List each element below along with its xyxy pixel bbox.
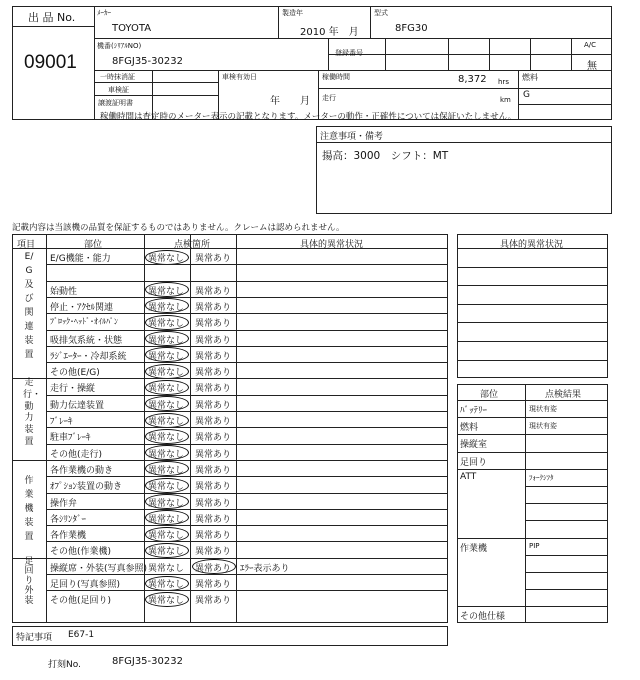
- selected-circle: [145, 364, 189, 379]
- group-label: 足回り外装: [24, 556, 34, 606]
- header-part: 部位: [84, 240, 103, 250]
- row-divider: [46, 411, 448, 412]
- row-divider: [46, 346, 448, 347]
- row-divider: [46, 476, 448, 477]
- group-divider: [12, 378, 448, 379]
- row-part-label: 操縦席・外装(写真参照): [50, 563, 148, 574]
- ac-value: 無: [587, 61, 597, 72]
- lot-number: 09001: [24, 52, 77, 73]
- row-divider: [46, 313, 448, 314]
- detail-row-line: [457, 267, 608, 268]
- normal-option[interactable]: 異常なし: [148, 596, 185, 607]
- results-part: その他仕様: [460, 612, 506, 623]
- selected-circle: [145, 413, 189, 428]
- results-row-line: [525, 520, 608, 521]
- normal-option[interactable]: 異常なし: [148, 286, 185, 297]
- detail-row-line: [457, 360, 608, 361]
- registration-label: 登録番号: [335, 49, 363, 57]
- normal-option[interactable]: 異常なし: [148, 449, 185, 460]
- normal-option[interactable]: 異常なし: [148, 400, 185, 411]
- normal-option[interactable]: 異常なし: [148, 465, 185, 476]
- row-part-label: E/G機能・能力: [50, 254, 111, 264]
- row-detail: ｴﾗｰ表示あり: [240, 563, 290, 574]
- abnormal-option[interactable]: 異常あり: [195, 417, 232, 427]
- normal-option[interactable]: 異常なし: [148, 482, 185, 493]
- special-value: E67-1: [68, 630, 95, 640]
- results-row-line: [525, 589, 608, 590]
- row-part-label: その他(E/G): [50, 368, 100, 379]
- year-label: 製造年: [282, 9, 303, 17]
- normal-option[interactable]: 異常なし: [148, 547, 185, 558]
- row-part-label: その他(足回り): [50, 596, 112, 607]
- hours-label: 稼働時間: [322, 73, 350, 81]
- selected-circle: [145, 478, 189, 493]
- abnormal-option[interactable]: 異常あり: [195, 531, 232, 542]
- model-value: 8FG30: [395, 23, 428, 34]
- row-part-label: その他(走行): [50, 449, 103, 460]
- row-part-label: ﾗｼﾞｴｰﾀｰ・冷却系統: [50, 351, 127, 362]
- results-value: PIP: [529, 541, 540, 550]
- results-row-line: [525, 555, 608, 556]
- abnormal-option[interactable]: 異常あり: [195, 368, 232, 379]
- selected-circle: [145, 592, 189, 607]
- model-label: 型式: [374, 9, 388, 17]
- hrs-unit: hrs: [498, 78, 509, 86]
- normal-option[interactable]: 異常なし: [148, 563, 185, 574]
- detail-row-line: [457, 304, 608, 305]
- notes-content: 揚高：3000 シフト：MT: [322, 150, 449, 162]
- normal-option[interactable]: 異常なし: [148, 417, 185, 427]
- abnormal-option[interactable]: 異常あり: [195, 498, 232, 509]
- abnormal-option[interactable]: 異常あり: [195, 302, 232, 313]
- maker-label: ﾒｰｶｰ: [97, 9, 111, 17]
- abnormal-option[interactable]: 異常あり: [195, 400, 232, 411]
- right-detail-table: [457, 234, 608, 378]
- normal-option[interactable]: 異常なし: [148, 498, 185, 509]
- inspection-label: 車検有効日: [222, 73, 257, 81]
- row-part-label: 停止・ｱｸｾﾙ関連: [50, 302, 114, 313]
- normal-option[interactable]: 異常なし: [148, 580, 185, 590]
- results-part: ﾊﾞｯﾃﾘｰ: [460, 406, 488, 416]
- results-part: 操縦室: [460, 440, 488, 451]
- results-part: 燃料: [460, 423, 479, 434]
- normal-option[interactable]: 異常なし: [148, 302, 185, 313]
- normal-option[interactable]: 異常なし: [148, 368, 185, 379]
- normal-option[interactable]: 異常なし: [148, 335, 185, 346]
- selected-circle: [145, 576, 189, 591]
- normal-option[interactable]: 異常なし: [148, 319, 185, 330]
- mileage-label: 走行: [322, 94, 336, 102]
- selected-circle: [145, 494, 189, 509]
- selected-circle: [145, 282, 189, 297]
- selected-circle: [145, 331, 189, 346]
- group-divider: [12, 460, 448, 461]
- row-divider: [46, 541, 448, 542]
- row-divider: [46, 330, 448, 331]
- row-divider: [46, 362, 448, 363]
- notes-title: 注意事項・備考: [320, 132, 384, 142]
- hours-value: 8,372: [458, 74, 487, 85]
- row-part-label: ﾌﾞﾛｯｸ･ﾍｯﾄﾞ･ｵｲﾙﾊﾟﾝ: [50, 317, 118, 327]
- results-part: 作業機: [460, 543, 488, 554]
- normal-option[interactable]: 異常なし: [148, 433, 185, 444]
- hours-note: 稼働時間は査定時のメーター表示の記載となります。メーターの動作・正確性については保証いたしません。: [100, 112, 517, 122]
- transfer-cert-label: 譲渡証明書: [98, 99, 133, 107]
- selected-circle: [145, 527, 189, 542]
- results-row-line: [525, 572, 608, 573]
- results-row-line: [457, 538, 608, 539]
- results-row-line: [457, 434, 608, 435]
- vehicle-cert-label: 車検証: [108, 86, 129, 94]
- selected-circle: [145, 429, 189, 444]
- abnormal-option[interactable]: 異常あり: [195, 449, 232, 460]
- abnormal-option[interactable]: 異常あり: [195, 596, 232, 607]
- row-divider: [46, 427, 448, 428]
- row-part-label: 駐車ﾌﾞﾚｰｷ: [50, 433, 91, 444]
- detail-row-line: [457, 248, 608, 249]
- selected-circle: [145, 445, 189, 460]
- results-row-line: [457, 417, 608, 418]
- abnormal-option[interactable]: 異常あり: [195, 384, 232, 395]
- row-part-label: 各作業機の動き: [50, 465, 114, 476]
- row-part-label: 操作弁: [50, 498, 78, 509]
- stamp-value: 8FGJ35-30232: [112, 656, 183, 667]
- abnormal-option[interactable]: 異常あり: [195, 351, 232, 362]
- year-value: 2010 年 月: [300, 27, 359, 38]
- lot-label: 出 品 No.: [28, 11, 76, 24]
- abnormal-option[interactable]: 異常あり: [195, 580, 232, 590]
- abnormal-option[interactable]: 異常あり: [195, 254, 232, 264]
- row-divider: [46, 590, 448, 591]
- abnormal-option[interactable]: 異常あり: [195, 319, 232, 330]
- row-part-label: 吸排気系統・状態: [50, 335, 123, 346]
- row-divider: [46, 395, 448, 396]
- selected-circle: [145, 315, 189, 330]
- row-part-label: その他(作業機): [50, 547, 112, 558]
- normal-option[interactable]: 異常なし: [148, 384, 185, 395]
- results-header-line: [457, 400, 608, 401]
- special-label: 特記事項: [16, 633, 53, 643]
- fuel-value: G: [523, 90, 530, 100]
- results-row-line: [457, 606, 608, 607]
- normal-option[interactable]: 異常なし: [148, 351, 185, 362]
- stamp-label: 打刻No.: [48, 660, 81, 670]
- results-row-line: [525, 503, 608, 504]
- row-part-label: ﾌﾞﾚｰｷ: [50, 417, 73, 427]
- row-part-label: 走行・操縦: [50, 384, 96, 395]
- results-part: ATT: [460, 471, 477, 482]
- normal-option[interactable]: 異常なし: [148, 254, 185, 264]
- abnormal-option[interactable]: 異常あり: [195, 482, 232, 493]
- normal-option[interactable]: 異常なし: [148, 514, 185, 525]
- abnormal-option[interactable]: 異常あり: [195, 335, 232, 346]
- group-label: 作業機装置: [24, 475, 34, 542]
- header-detail: 具体的異常状況: [300, 240, 364, 250]
- maker-value: TOYOTA: [112, 23, 152, 34]
- results-value: 現状有姿: [529, 405, 557, 413]
- ac-label: A/C: [584, 41, 597, 49]
- row-divider: [46, 297, 448, 298]
- row-divider: [46, 493, 448, 494]
- row-part-label: 動力伝達装置: [50, 400, 105, 411]
- row-part-label: 各作業機: [50, 531, 87, 542]
- results-part: 足回り: [460, 457, 488, 468]
- temp-cert-label: 一時抹消証: [100, 73, 135, 81]
- row-part-label: 各ｼﾘﾝﾀﾞｰ: [50, 514, 87, 525]
- row-part-label: 始動性: [50, 286, 78, 297]
- detail-row-line: [457, 285, 608, 286]
- abnormal-option[interactable]: 異常あり: [195, 465, 232, 476]
- results-header-part: 部位: [480, 390, 499, 400]
- fuel-label: 燃料: [522, 73, 538, 82]
- group-label: 走行・動力装置: [23, 378, 42, 447]
- results-value: 現状有姿: [529, 422, 557, 431]
- abnormal-option[interactable]: 異常あり: [195, 563, 232, 574]
- serial-label: 機番(ｼﾘｱﾙNO): [97, 42, 142, 50]
- results-row-line: [457, 469, 608, 470]
- results-row-line: [525, 486, 608, 487]
- abnormal-option[interactable]: 異常あり: [195, 547, 232, 558]
- results-header-result: 点検結果: [545, 390, 582, 400]
- header-item: 項目: [17, 240, 36, 250]
- group-divider: [12, 558, 448, 559]
- selected-circle: [145, 250, 189, 265]
- abnormal-option[interactable]: 異常あり: [195, 514, 232, 525]
- results-row-line: [457, 452, 608, 453]
- inspection-value: 年 月: [270, 96, 310, 107]
- abnormal-option[interactable]: 異常あり: [195, 286, 232, 297]
- row-divider: [46, 509, 448, 510]
- abnormal-option[interactable]: 異常あり: [195, 433, 232, 444]
- row-part-label: ｵﾌﾟｼｮﾝ装置の動き: [50, 482, 123, 493]
- selected-circle: [145, 380, 189, 395]
- detail-row-line: [457, 341, 608, 342]
- row-divider: [46, 281, 448, 282]
- right-detail-header: 具体的異常状況: [500, 240, 564, 250]
- header-check: 点検箇所: [174, 240, 211, 250]
- row-divider: [46, 444, 448, 445]
- normal-option[interactable]: 異常なし: [148, 531, 185, 542]
- disclaimer: 記載内容は当該機の品質を保証するものではありません。クレームは認められません。: [12, 223, 345, 233]
- row-divider: [46, 525, 448, 526]
- results-value: ﾌｫｰｸｼﾌﾀ: [529, 473, 554, 482]
- detail-row-line: [457, 322, 608, 323]
- serial-value: 8FGJ35-30232: [112, 56, 183, 67]
- row-divider: [46, 574, 448, 575]
- selected-circle: [145, 543, 189, 558]
- km-unit: km: [500, 96, 511, 104]
- group-label: E/G及び関連装置: [24, 252, 34, 361]
- row-part-label: 足回り(写真参照): [50, 580, 121, 590]
- row-divider: [46, 264, 448, 265]
